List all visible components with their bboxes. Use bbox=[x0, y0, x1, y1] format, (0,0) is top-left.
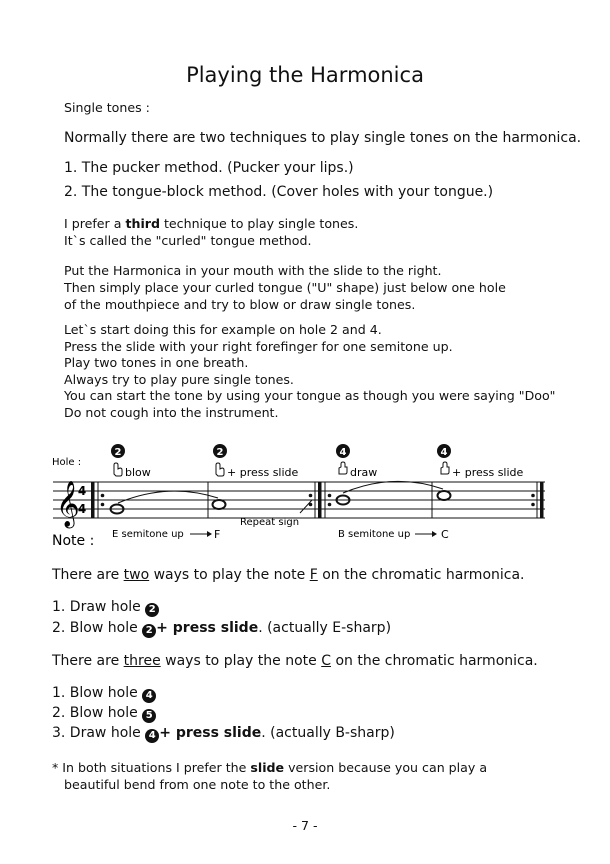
hole-marker bbox=[336, 444, 350, 458]
instruction-line: You can start the tone by using your tongue as though you were saying "Doo" bbox=[64, 388, 556, 403]
time-signature-top: 4 bbox=[77, 484, 87, 498]
c-option-2: 2. Blow hole 5 bbox=[52, 705, 156, 723]
repeat-sign-label: Repeat sign bbox=[240, 517, 300, 528]
music-staff bbox=[0, 430, 610, 555]
hand-draw-icon bbox=[339, 462, 347, 474]
intro-text: Normally there are two techniques to play single tones on the harmonica. bbox=[64, 130, 582, 146]
arrow-right-icon bbox=[190, 531, 212, 537]
hole-number-icon: 2 bbox=[142, 624, 156, 638]
b-semitone-label: B semitone up bbox=[338, 529, 411, 540]
c-note-label: C bbox=[441, 528, 449, 541]
f-option-1: 1. Draw hole 2 bbox=[52, 599, 159, 617]
c-option-1: 1. Blow hole 4 bbox=[52, 685, 156, 703]
f-note-label: F bbox=[214, 528, 221, 541]
instruction-line: Play two tones in one breath. bbox=[64, 355, 249, 370]
method-1: 1. The pucker method. (Pucker your lips.) bbox=[64, 160, 354, 176]
time-signature-bottom: 4 bbox=[77, 502, 87, 516]
treble-clef-icon: 𝄞 bbox=[56, 481, 80, 527]
slur bbox=[118, 491, 218, 503]
c-option-3: 3. Draw hole 4 + press slide. (actually B-sharp) bbox=[52, 725, 395, 741]
instruction-line: Press the slide with your right forefinger for one semitone up. bbox=[64, 338, 453, 354]
arrow-right-icon bbox=[415, 531, 437, 537]
note-label: Note : bbox=[52, 533, 95, 549]
page-number: - 7 - bbox=[292, 818, 318, 833]
hand-blow-icon bbox=[114, 463, 122, 476]
f-section-heading: There are two ways to play the note F on the chromatic harmonica. bbox=[52, 567, 525, 583]
hole-label: Hole : bbox=[52, 457, 82, 468]
instruction-paragraph-1 bbox=[64, 262, 506, 313]
hole-marker bbox=[437, 444, 451, 458]
e-semitone-label: E semitone up bbox=[112, 529, 184, 540]
action-label: draw bbox=[350, 466, 378, 479]
svg-text:4: 4 bbox=[440, 447, 448, 458]
whole-note-e bbox=[106, 505, 128, 514]
action-label: + press slide bbox=[452, 466, 524, 479]
hole-number-icon: 4 bbox=[142, 689, 156, 703]
instruction-line: Let`s start doing this for example on hole 2 and 4. bbox=[64, 322, 382, 337]
svg-text:2: 2 bbox=[216, 447, 224, 458]
whole-note-c bbox=[438, 491, 451, 500]
hole-number-icon: 5 bbox=[142, 709, 156, 723]
curled-method-text: It`s called the "curled" tongue method. bbox=[64, 233, 312, 248]
hole-marker bbox=[111, 444, 125, 458]
whole-note-f bbox=[213, 500, 226, 509]
hand-slide-icon bbox=[216, 463, 224, 476]
footnote-line-2: beautiful bend from one note to the other. bbox=[64, 777, 331, 792]
action-label: blow bbox=[125, 466, 151, 479]
hand-draw-slide-icon bbox=[441, 462, 449, 474]
footnote-line-1: * In both situations I prefer the slide version because you can play a bbox=[52, 760, 488, 775]
page-title: Playing the Harmonica bbox=[186, 63, 424, 87]
single-tones-heading: Single tones : bbox=[64, 100, 150, 115]
repeat-sign-pointer bbox=[300, 500, 312, 513]
f-option-2: 2. Blow hole 2 + press slide. (actually E-sharp) bbox=[52, 620, 392, 636]
hole-number-icon: 2 bbox=[145, 603, 159, 617]
svg-text:2: 2 bbox=[114, 447, 122, 458]
hole-marker bbox=[213, 444, 227, 458]
c-section-heading: There are three ways to play the note C on the chromatic harmonica. bbox=[52, 653, 538, 669]
hole-number-icon: 4 bbox=[145, 729, 159, 743]
instruction-line: Then simply place your curled tongue ("U" shape) just below one hole bbox=[64, 280, 506, 295]
third-technique-text: I prefer a third technique to play single tones. bbox=[64, 216, 359, 231]
action-label: + press slide bbox=[227, 466, 299, 479]
instruction-line: Do not cough into the instrument. bbox=[64, 404, 279, 420]
instruction-line: Always try to play pure single tones. bbox=[64, 371, 294, 387]
instruction-line: Put the Harmonica in your mouth with the slide to the right. bbox=[64, 263, 442, 278]
instruction-paragraph-2 bbox=[64, 322, 555, 421]
instruction-line: of the mouthpiece and try to blow or draw single tones. bbox=[64, 297, 416, 312]
svg-text:4: 4 bbox=[339, 447, 347, 458]
method-2: 2. The tongue-block method. (Cover holes with your tongue.) bbox=[64, 184, 494, 200]
